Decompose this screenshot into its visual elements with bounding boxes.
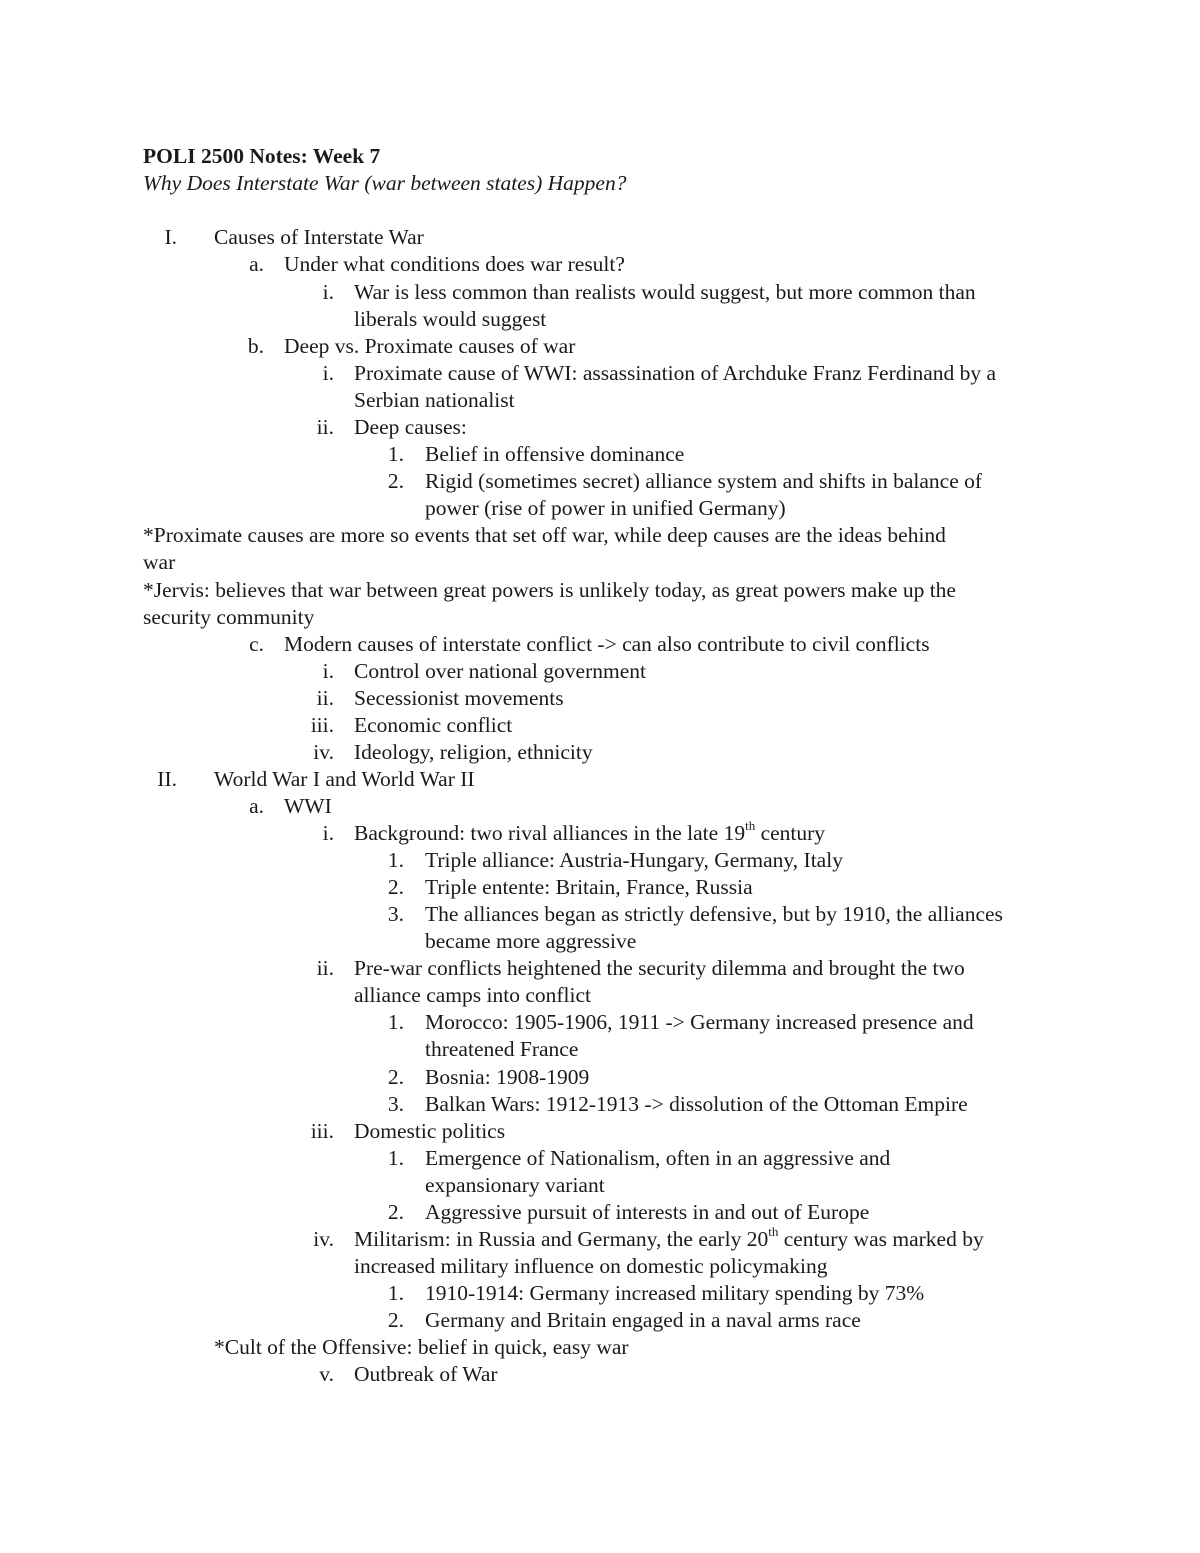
- outline-heading-II: World War I and World War II: [214, 767, 475, 791]
- outline-marker-Icii: ii.: [316, 686, 334, 710]
- page-subtitle: Why Does Interstate War (war between states) Happen?: [143, 171, 627, 195]
- outline-item-Ibii-1: Belief in offensive dominance: [425, 442, 685, 466]
- outline-marker-IIaiv-2: 2.: [387, 1308, 404, 1332]
- outline-item-Ibii: Deep causes:: [354, 415, 467, 439]
- outline-marker-Iai: i.: [322, 280, 334, 304]
- outline-item-IIaii-1-line1: Morocco: 1905-1906, 1911 -> Germany increased presence and: [425, 1010, 974, 1034]
- outline-marker-IIav: v.: [319, 1362, 334, 1386]
- outline-marker-Ib: b.: [247, 334, 264, 358]
- outline-marker-IIaiv-1: 1.: [387, 1281, 404, 1305]
- outline-marker-IIaiii: iii.: [310, 1119, 334, 1143]
- outline-item-IIaiii: Domestic politics: [354, 1119, 506, 1143]
- outline-item-IIaiv-line1: [354, 1223, 984, 1253]
- outline-marker-IIai: i.: [322, 821, 334, 845]
- outline-marker-IIaii-3: 3.: [387, 1092, 404, 1116]
- outline-marker-IIaiii-2: 2.: [387, 1200, 404, 1224]
- note-proximate-line1: *Proximate causes are more so events that set off war, while deep causes are the ideas behind: [143, 523, 946, 547]
- outline-marker-II: II.: [157, 767, 177, 791]
- outline-item-Ici: Control over national government: [354, 659, 646, 683]
- outline-item-Ibii-2-line1: Rigid (sometimes secret) alliance system and shifts in balance of: [425, 469, 983, 493]
- ordinal-superscript: th: [745, 817, 756, 833]
- outline-marker-IIa: a.: [249, 794, 264, 818]
- outline-marker-IIai-2: 2.: [387, 875, 404, 899]
- outline-item-Ia: Under what conditions does war result?: [284, 252, 625, 276]
- outline-item-IIaii-3: Balkan Wars: 1912-1913 -> dissolution of the Ottoman Empire: [425, 1092, 968, 1116]
- outline-item-Iai-line2: liberals would suggest: [354, 307, 547, 331]
- outline-item-Ibi-line2: Serbian nationalist: [354, 388, 515, 412]
- outline-marker-IIaii-2: 2.: [387, 1065, 404, 1089]
- outline-item-Ib: Deep vs. Proximate causes of war: [284, 334, 576, 358]
- outline-item-IIav: Outbreak of War: [354, 1362, 498, 1386]
- outline-item-IIaiv-line2: increased military influence on domestic policymaking: [354, 1254, 828, 1278]
- outline-marker-IIaii: ii.: [316, 956, 334, 980]
- outline-item-IIaiii-2: Aggressive pursuit of interests in and out of Europe: [425, 1200, 870, 1224]
- outline-item-IIai-3-line1: The alliances began as strictly defensive, but by 1910, the alliances: [425, 902, 1003, 926]
- outline-item-IIaii-line1: Pre-war conflicts heightened the security dilemma and brought the two: [354, 956, 965, 980]
- ordinal-superscript: th: [768, 1223, 779, 1239]
- outline-item-Iciii: Economic conflict: [354, 713, 513, 737]
- outline-item-IIa: WWI: [284, 794, 332, 818]
- outline-item-IIai-text-end: century: [755, 821, 826, 845]
- outline-marker-I: I.: [164, 225, 177, 249]
- outline-marker-Iciv: iv.: [313, 740, 334, 764]
- outline-item-IIai-1: Triple alliance: Austria-Hungary, Germany, Italy: [425, 848, 843, 872]
- outline-item-Ic: Modern causes of interstate conflict -> can also contribute to civil conflicts: [284, 632, 930, 656]
- outline-marker-IIai-3: 3.: [387, 902, 404, 926]
- outline-marker-Ici: i.: [322, 659, 334, 683]
- note-jervis-line1: *Jervis: believes that war between great powers is unlikely today, as great powers make up the: [143, 578, 956, 602]
- outline-item-IIaiii-1-line1: Emergence of Nationalism, often in an aggressive and: [425, 1146, 891, 1170]
- outline-marker-Ibi: i.: [322, 361, 334, 385]
- note-jervis-line2: security community: [143, 605, 315, 629]
- outline-item-IIaiv-text: Militarism: in Russia and Germany, the early 20: [354, 1227, 769, 1251]
- outline-item-IIai: [354, 817, 826, 847]
- outline-item-IIai-text: Background: two rival alliances in the late 19: [354, 821, 746, 845]
- outline-item-IIaiv-text-end: century was marked by: [778, 1227, 984, 1251]
- outline-marker-Ibii: ii.: [316, 415, 334, 439]
- outline-item-Iai-line1: War is less common than realists would suggest, but more common than: [354, 280, 976, 304]
- note-cult-of-offensive: *Cult of the Offensive: belief in quick, easy war: [214, 1335, 629, 1359]
- outline-item-IIaiv-1: 1910-1914: Germany increased military spending by 73%: [425, 1281, 925, 1305]
- outline-heading-I: Causes of Interstate War: [214, 225, 424, 249]
- outline-marker-Ibii-2: 2.: [387, 469, 404, 493]
- outline-marker-Iciii: iii.: [310, 713, 334, 737]
- outline-marker-IIai-1: 1.: [387, 848, 404, 872]
- outline-marker-Ia: a.: [249, 252, 264, 276]
- outline-item-IIai-2: Triple entente: Britain, France, Russia: [425, 875, 753, 899]
- outline-marker-IIaii-1: 1.: [387, 1010, 404, 1034]
- outline-item-IIaii-2: Bosnia: 1908-1909: [425, 1065, 590, 1089]
- outline-marker-IIaiii-1: 1.: [387, 1146, 404, 1170]
- outline-marker-IIaiv: iv.: [313, 1227, 334, 1251]
- outline-item-IIaii-1-line2: threatened France: [425, 1037, 579, 1061]
- outline-item-Iciv: Ideology, religion, ethnicity: [354, 740, 593, 764]
- page-title: POLI 2500 Notes: Week 7: [143, 144, 381, 168]
- outline-item-IIaiv-2: Germany and Britain engaged in a naval arms race: [425, 1308, 861, 1332]
- outline-item-Icii: Secessionist movements: [354, 686, 564, 710]
- outline-item-IIai-3-line2: became more aggressive: [425, 929, 637, 953]
- outline-item-IIaiii-1-line2: expansionary variant: [425, 1173, 605, 1197]
- outline-item-IIaii-line2: alliance camps into conflict: [354, 983, 592, 1007]
- outline-marker-Ic: c.: [249, 632, 264, 656]
- outline-item-Ibii-2-line2: power (rise of power in unified Germany): [425, 496, 786, 520]
- outline-marker-Ibii-1: 1.: [387, 442, 404, 466]
- outline-item-Ibi-line1: Proximate cause of WWI: assassination of Archduke Franz Ferdinand by a: [354, 361, 997, 385]
- note-proximate-line2: war: [143, 550, 176, 574]
